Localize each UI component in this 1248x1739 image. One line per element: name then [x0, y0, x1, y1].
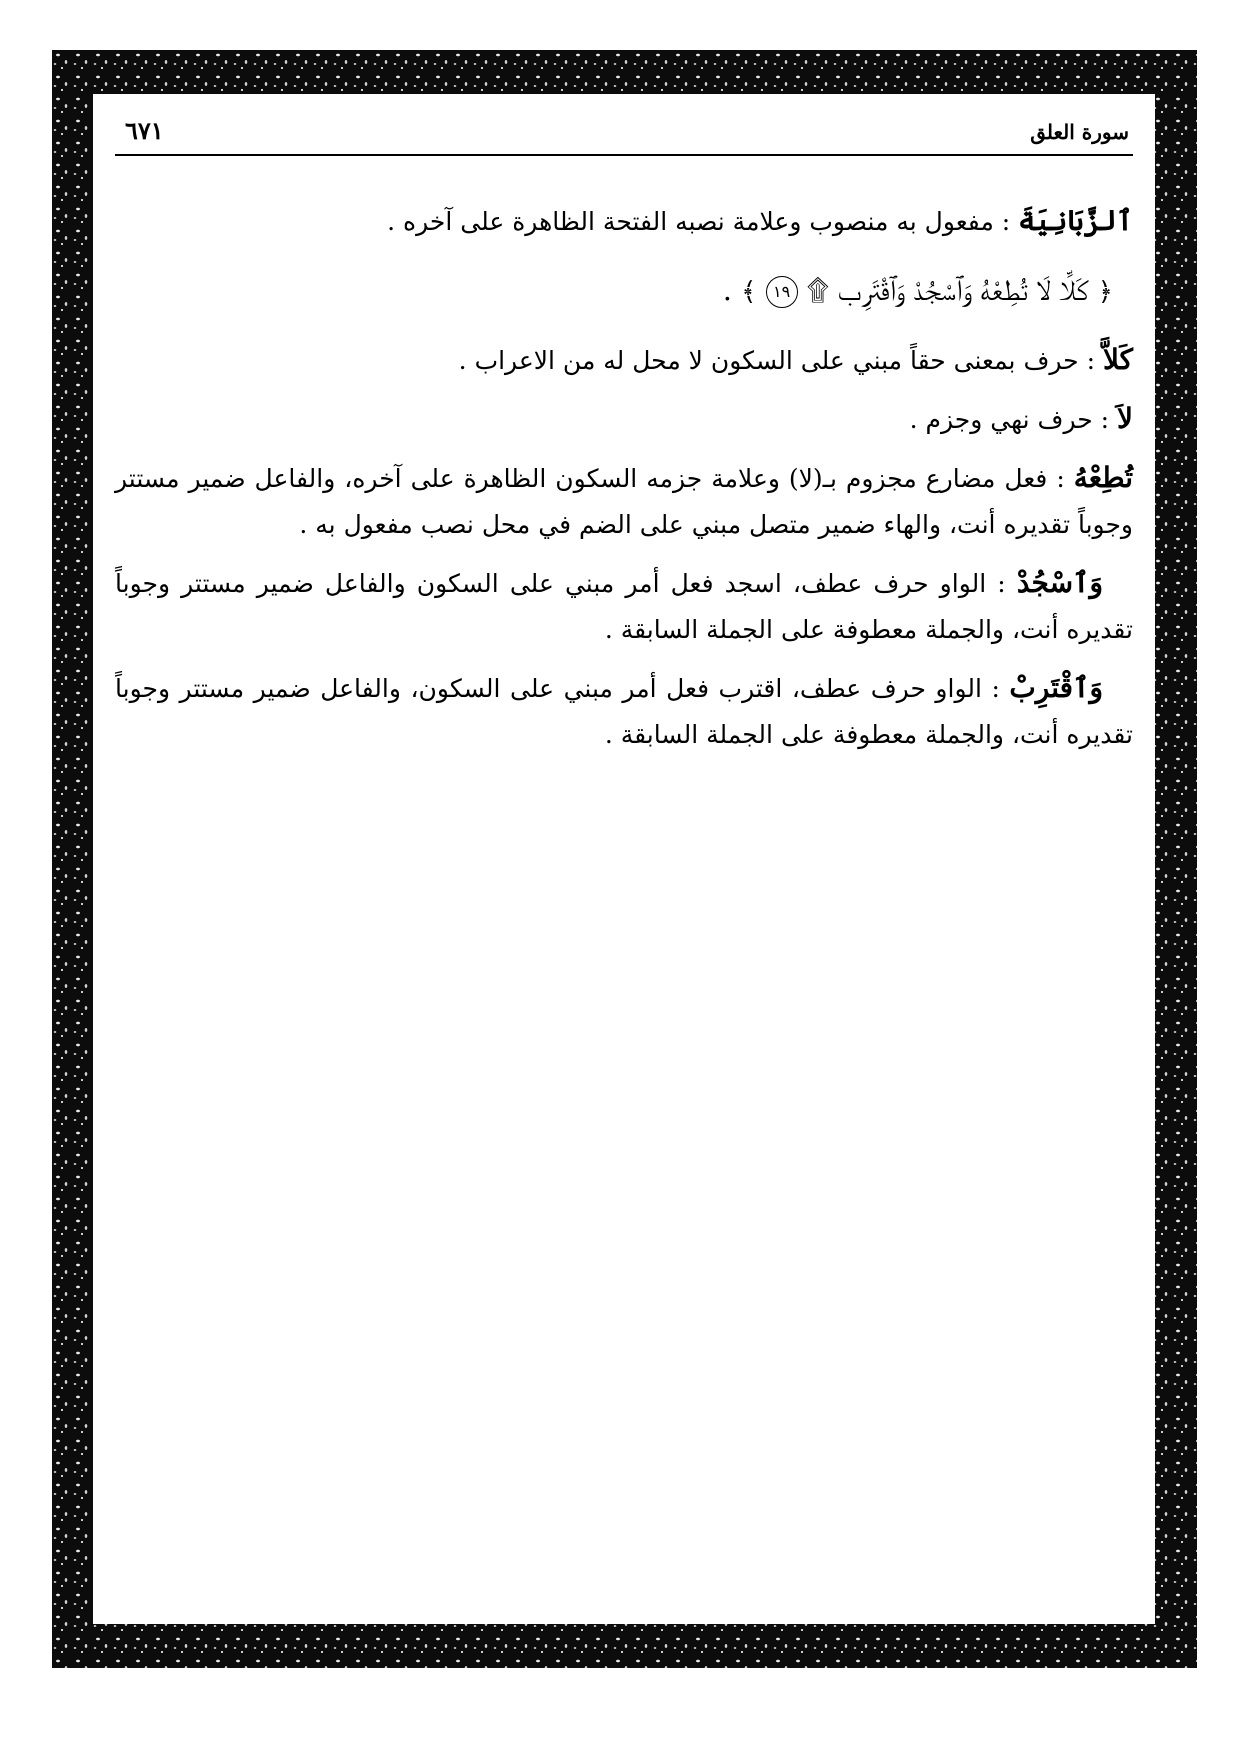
parsed-word: وَٱسْجُدْ — [1016, 566, 1103, 599]
verse-close-bracket: ﴾ — [741, 277, 757, 307]
parsed-word: وَٱقْتَرِبْ — [1009, 671, 1103, 704]
paragraph-wasjud — [115, 560, 1133, 653]
parsed-word: ٱلزَّبَانِيَةَ — [1018, 204, 1133, 237]
parsing-text: : الواو حرف عطف، اسجد فعل أمر مبني على السكون والفاعل ضمير مستتر وجوباً تقديره أنت، والجملة معطوفة على الجملة السابقة . — [115, 569, 1133, 644]
page — [93, 94, 1155, 1624]
parsing-text: : مفعول به منصوب وعلامة نصبه الفتحة الظاهرة على آخره . — [387, 207, 1011, 236]
verse-end-dot: . — [722, 273, 732, 307]
verse-number: ١٩ — [766, 276, 798, 308]
parsed-word: تُطِعْهُ — [1073, 461, 1133, 494]
parsing-text: : الواو حرف عطف، اقترب فعل أمر مبني على السكون، والفاعل ضمير مستتر وجوباً تقديره أنت، والجملة معطوفة على الجملة السابقة . — [115, 674, 1133, 749]
parsing-text: : فعل مضارع مجزوم بـ(لا) وعلامة جزمه السكون الظاهرة على آخره، والفاعل ضمير مستتر وجوباً تقديره أنت، والهاء ضمير متصل مبني على الضم في محل نصب مفعول به . — [115, 464, 1133, 539]
page-header — [115, 114, 1133, 156]
paragraph-zabaniya — [115, 198, 1133, 245]
sajda-sign-icon: ۩ — [806, 273, 829, 307]
surah-title: سورة العلق — [1030, 120, 1129, 144]
page-number: ٦٧١ — [125, 116, 164, 145]
parsed-word: كَلاَّ — [1102, 343, 1133, 376]
paragraph-tutihu — [115, 455, 1133, 548]
parsed-word: لاَ — [1117, 402, 1133, 435]
verse-open-bracket: ﴿ — [1097, 277, 1113, 307]
parsing-text: : حرف بمعنى حقاً مبني على السكون لا محل له من الاعراب . — [458, 346, 1095, 375]
quran-verse — [115, 265, 1113, 317]
paragraph-la — [115, 396, 1133, 443]
page-content — [115, 198, 1133, 770]
parsing-text: : حرف نهي وجزم . — [909, 405, 1110, 434]
paragraph-kalla — [115, 337, 1133, 384]
paragraph-waqtarib — [115, 665, 1133, 758]
verse-text: كَلَّا لَا تُطِعْهُ وَٱسْجُدْ وَٱقْتَرِب — [838, 273, 1089, 307]
